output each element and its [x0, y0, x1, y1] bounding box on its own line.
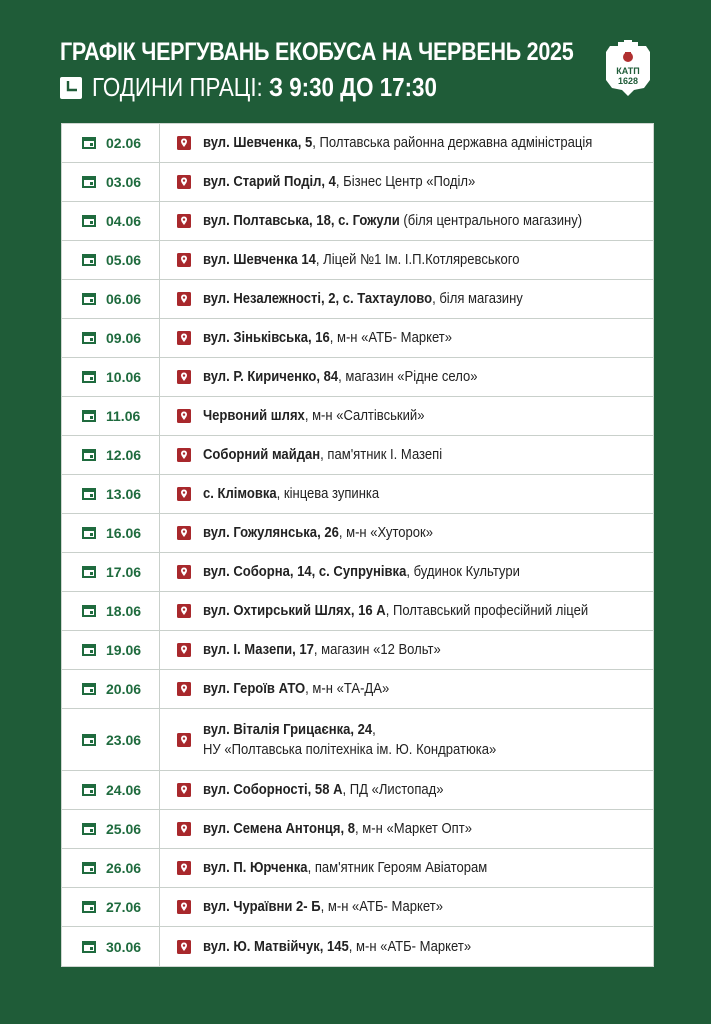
location-pin-icon	[177, 175, 191, 189]
date-text: 03.06	[106, 174, 142, 190]
calendar-icon	[82, 215, 96, 227]
street-text: Червоний шлях	[203, 408, 305, 424]
clock-icon	[60, 77, 82, 99]
date-cell	[62, 202, 160, 240]
calendar-icon	[82, 644, 96, 656]
place-text: ,	[372, 721, 376, 738]
place-text: , ПД «Листопад»	[342, 782, 444, 798]
calendar-icon	[82, 566, 96, 578]
street-text: вул. Старий Поділ, 4	[203, 174, 336, 190]
hours-value: З 9:30 ДО 17:30	[268, 72, 437, 102]
schedule-row	[62, 810, 653, 849]
street-text: вул. Зіньківська, 16	[203, 330, 330, 346]
hours-label: ГОДИНИ ПРАЦІ:	[92, 72, 269, 102]
location-pin-icon	[177, 900, 191, 914]
location-pin-icon	[177, 292, 191, 306]
address-text	[203, 328, 452, 348]
calendar-icon	[82, 901, 96, 913]
schedule-row	[62, 553, 653, 592]
date-cell	[62, 397, 160, 435]
location-pin-icon	[177, 214, 191, 228]
calendar-icon	[82, 683, 96, 695]
place-text: , пам'ятник Героям Авіаторам	[307, 860, 488, 876]
schedule-row	[62, 397, 653, 436]
street-text: вул. Соборна, 14, с. Супрунівка	[203, 564, 407, 580]
location-pin-icon	[177, 940, 191, 954]
calendar-icon	[82, 941, 96, 953]
date-cell	[62, 241, 160, 279]
schedule-row	[62, 241, 653, 280]
place-text: , м-н «АТБ- Маркет»	[348, 938, 472, 955]
street-text: вул. П. Юрченка	[203, 860, 308, 876]
address-cell	[160, 358, 653, 396]
schedule-row	[62, 514, 653, 553]
date-cell	[62, 709, 160, 770]
date-text: 26.06	[106, 860, 142, 876]
location-pin-icon	[177, 604, 191, 618]
address-text	[203, 679, 389, 699]
schedule-row	[62, 163, 653, 202]
date-text: 04.06	[106, 213, 142, 229]
calendar-icon	[82, 332, 96, 344]
street-text: вул. Полтавська, 18, с. Гожули	[203, 213, 400, 229]
calendar-icon	[82, 137, 96, 149]
date-text: 24.06	[106, 782, 142, 798]
address-text	[203, 819, 472, 839]
calendar-icon	[82, 293, 96, 305]
place-text: , Полтавська районна державна адміністрація	[312, 135, 593, 151]
svg-text:1628: 1628	[617, 76, 639, 86]
date-text: 27.06	[106, 899, 142, 915]
schedule-row	[62, 280, 653, 319]
address-text	[203, 172, 475, 192]
date-cell	[62, 849, 160, 887]
address-text	[203, 523, 433, 543]
address-cell	[160, 849, 653, 887]
date-cell	[62, 319, 160, 357]
calendar-icon	[82, 410, 96, 422]
calendar-icon	[82, 254, 96, 266]
date-text: 09.06	[106, 330, 142, 346]
place-text: , кінцева зупинка	[276, 486, 380, 502]
street-text: вул. Шевченка, 5	[203, 135, 313, 151]
address-cell	[160, 553, 653, 591]
address-cell	[160, 810, 653, 848]
street-text: вул. Героїв АТО	[203, 681, 306, 697]
date-text: 11.06	[106, 408, 141, 424]
address-cell	[160, 241, 653, 279]
street-text: вул. Семена Антонця, 8	[203, 821, 356, 837]
date-cell	[62, 771, 160, 809]
address-text	[203, 211, 582, 231]
schedule-table	[61, 123, 654, 967]
street-text: вул. Віталія Грицаєнка, 24	[203, 721, 373, 738]
date-cell	[62, 927, 160, 966]
date-text: 13.06	[106, 486, 142, 502]
address-text	[203, 133, 592, 153]
location-pin-icon	[177, 643, 191, 657]
address-cell	[160, 888, 653, 926]
calendar-icon	[82, 488, 96, 500]
place-text: , біля магазину	[432, 291, 523, 307]
address-cell	[160, 670, 653, 708]
schedule-row	[62, 436, 653, 475]
address-cell	[160, 163, 653, 201]
address-text	[203, 937, 471, 957]
schedule-row	[62, 592, 653, 631]
date-text: 18.06	[106, 603, 142, 619]
place-text: , пам'ятник І. Мазепі	[320, 447, 443, 463]
address-text	[203, 858, 487, 878]
date-text: 02.06	[106, 135, 142, 151]
schedule-row	[62, 709, 653, 771]
date-text: 30.06	[106, 938, 142, 955]
place-text: , м-н «АТБ- Маркет»	[320, 899, 443, 915]
location-pin-icon	[177, 526, 191, 540]
schedule-row	[62, 670, 653, 709]
schedule-row	[62, 771, 653, 810]
location-pin-icon	[177, 331, 191, 345]
street-text: вул. Соборності, 58 А	[203, 782, 343, 798]
schedule-row	[62, 849, 653, 888]
address-cell	[160, 202, 653, 240]
place-text: , Бізнес Центр «Поділ»	[335, 174, 476, 190]
date-text: 25.06	[106, 821, 142, 837]
address-cell	[160, 514, 653, 552]
location-pin-icon	[177, 370, 191, 384]
date-text: 17.06	[106, 564, 142, 580]
place-line2-text: НУ «Полтавська політехніка ім. Ю. Кондратюка»	[203, 741, 497, 758]
location-pin-icon	[177, 487, 191, 501]
date-cell	[62, 436, 160, 474]
schedule-row	[62, 631, 653, 670]
calendar-icon	[82, 784, 96, 796]
schedule-row	[62, 888, 653, 927]
street-text: вул. Гожулянська, 26	[203, 525, 339, 541]
date-cell	[62, 670, 160, 708]
place-text: , Ліцей №1 Ім. І.П.Котляревського	[315, 252, 520, 268]
calendar-icon	[82, 823, 96, 835]
location-pin-icon	[177, 565, 191, 579]
date-cell	[62, 358, 160, 396]
date-text: 16.06	[106, 525, 142, 541]
address-cell	[160, 592, 653, 630]
page-title: ГРАФІК ЧЕРГУВАНЬ ЕКОБУСА НА ЧЕРВЕНЬ 2025	[60, 38, 574, 66]
schedule-row	[62, 202, 653, 241]
place-text: , Полтавський професійний ліцей	[385, 603, 589, 619]
schedule-row	[62, 475, 653, 514]
svg-text:КАТП: КАТП	[616, 66, 640, 76]
place-text: , магазин «Рідне село»	[338, 369, 478, 385]
street-text: вул. Ю. Матвійчук, 145	[203, 938, 349, 955]
location-pin-icon	[177, 861, 191, 875]
address-cell	[160, 771, 653, 809]
calendar-icon	[82, 862, 96, 874]
address-cell	[160, 436, 653, 474]
address-cell	[160, 927, 653, 966]
street-text: Соборний майдан	[203, 447, 321, 463]
date-text: 23.06	[106, 731, 142, 748]
location-pin-icon	[177, 409, 191, 423]
street-text: вул. Охтирський Шлях, 16 А	[203, 603, 386, 619]
location-pin-icon	[177, 136, 191, 150]
calendar-icon	[82, 605, 96, 617]
address-text	[203, 445, 442, 465]
address-text	[203, 897, 443, 917]
address-cell	[160, 475, 653, 513]
date-cell	[62, 514, 160, 552]
place-text: , м-н «АТБ- Маркет»	[329, 330, 453, 346]
calendar-icon	[82, 449, 96, 461]
calendar-icon	[82, 371, 96, 383]
address-text	[203, 720, 496, 760]
street-text: вул. Чураївни 2- Б	[203, 899, 321, 915]
place-text: , м-н «Салтівський»	[304, 408, 425, 424]
date-text: 06.06	[106, 291, 142, 307]
address-cell	[160, 709, 653, 770]
place-text: , м-н «Маркет Опт»	[355, 821, 472, 837]
address-text	[203, 640, 441, 660]
street-text: вул. Незалежності, 2, с. Тахтаулово	[203, 291, 433, 307]
street-text: вул. Шевченка 14	[203, 252, 316, 268]
schedule-row	[62, 124, 653, 163]
date-text: 05.06	[106, 252, 142, 268]
address-text	[203, 780, 444, 800]
calendar-icon	[82, 176, 96, 188]
location-pin-icon	[177, 733, 191, 747]
schedule-row	[62, 927, 653, 966]
schedule-row	[62, 358, 653, 397]
address-text	[203, 484, 379, 504]
address-text	[203, 406, 424, 426]
location-pin-icon	[177, 822, 191, 836]
street-text: с. Клімовка	[203, 486, 277, 502]
date-cell	[62, 810, 160, 848]
date-text: 10.06	[106, 369, 142, 385]
address-text	[203, 562, 520, 582]
date-text: 20.06	[106, 681, 142, 697]
address-cell	[160, 124, 653, 162]
date-cell	[62, 475, 160, 513]
place-text: , м-н «Хуторок»	[338, 525, 434, 541]
address-text	[203, 250, 520, 270]
date-cell	[62, 124, 160, 162]
date-cell	[62, 553, 160, 591]
schedule-row	[62, 319, 653, 358]
address-cell	[160, 280, 653, 318]
date-cell	[62, 280, 160, 318]
address-cell	[160, 319, 653, 357]
place-text: , м-н «ТА-ДА»	[305, 681, 390, 697]
calendar-icon	[82, 527, 96, 539]
date-text: 19.06	[106, 642, 142, 658]
address-cell	[160, 397, 653, 435]
address-cell	[160, 631, 653, 669]
date-cell	[62, 631, 160, 669]
address-text	[203, 367, 478, 387]
location-pin-icon	[177, 783, 191, 797]
date-cell	[62, 163, 160, 201]
location-pin-icon	[177, 253, 191, 267]
street-text: вул. Р. Кириченко, 84	[203, 369, 339, 385]
date-text: 12.06	[106, 447, 142, 463]
location-pin-icon	[177, 682, 191, 696]
date-cell	[62, 888, 160, 926]
location-pin-icon	[177, 448, 191, 462]
working-hours	[60, 72, 493, 103]
date-cell	[62, 592, 160, 630]
address-text	[203, 289, 523, 309]
place-text: , будинок Культури	[406, 564, 520, 580]
place-text: (біля центрального магазину)	[399, 213, 583, 229]
calendar-icon	[82, 734, 96, 746]
katp-logo	[604, 40, 652, 96]
address-text	[203, 601, 588, 621]
street-text: вул. І. Мазепи, 17	[203, 642, 314, 658]
place-text: , магазин «12 Вольт»	[313, 642, 441, 658]
